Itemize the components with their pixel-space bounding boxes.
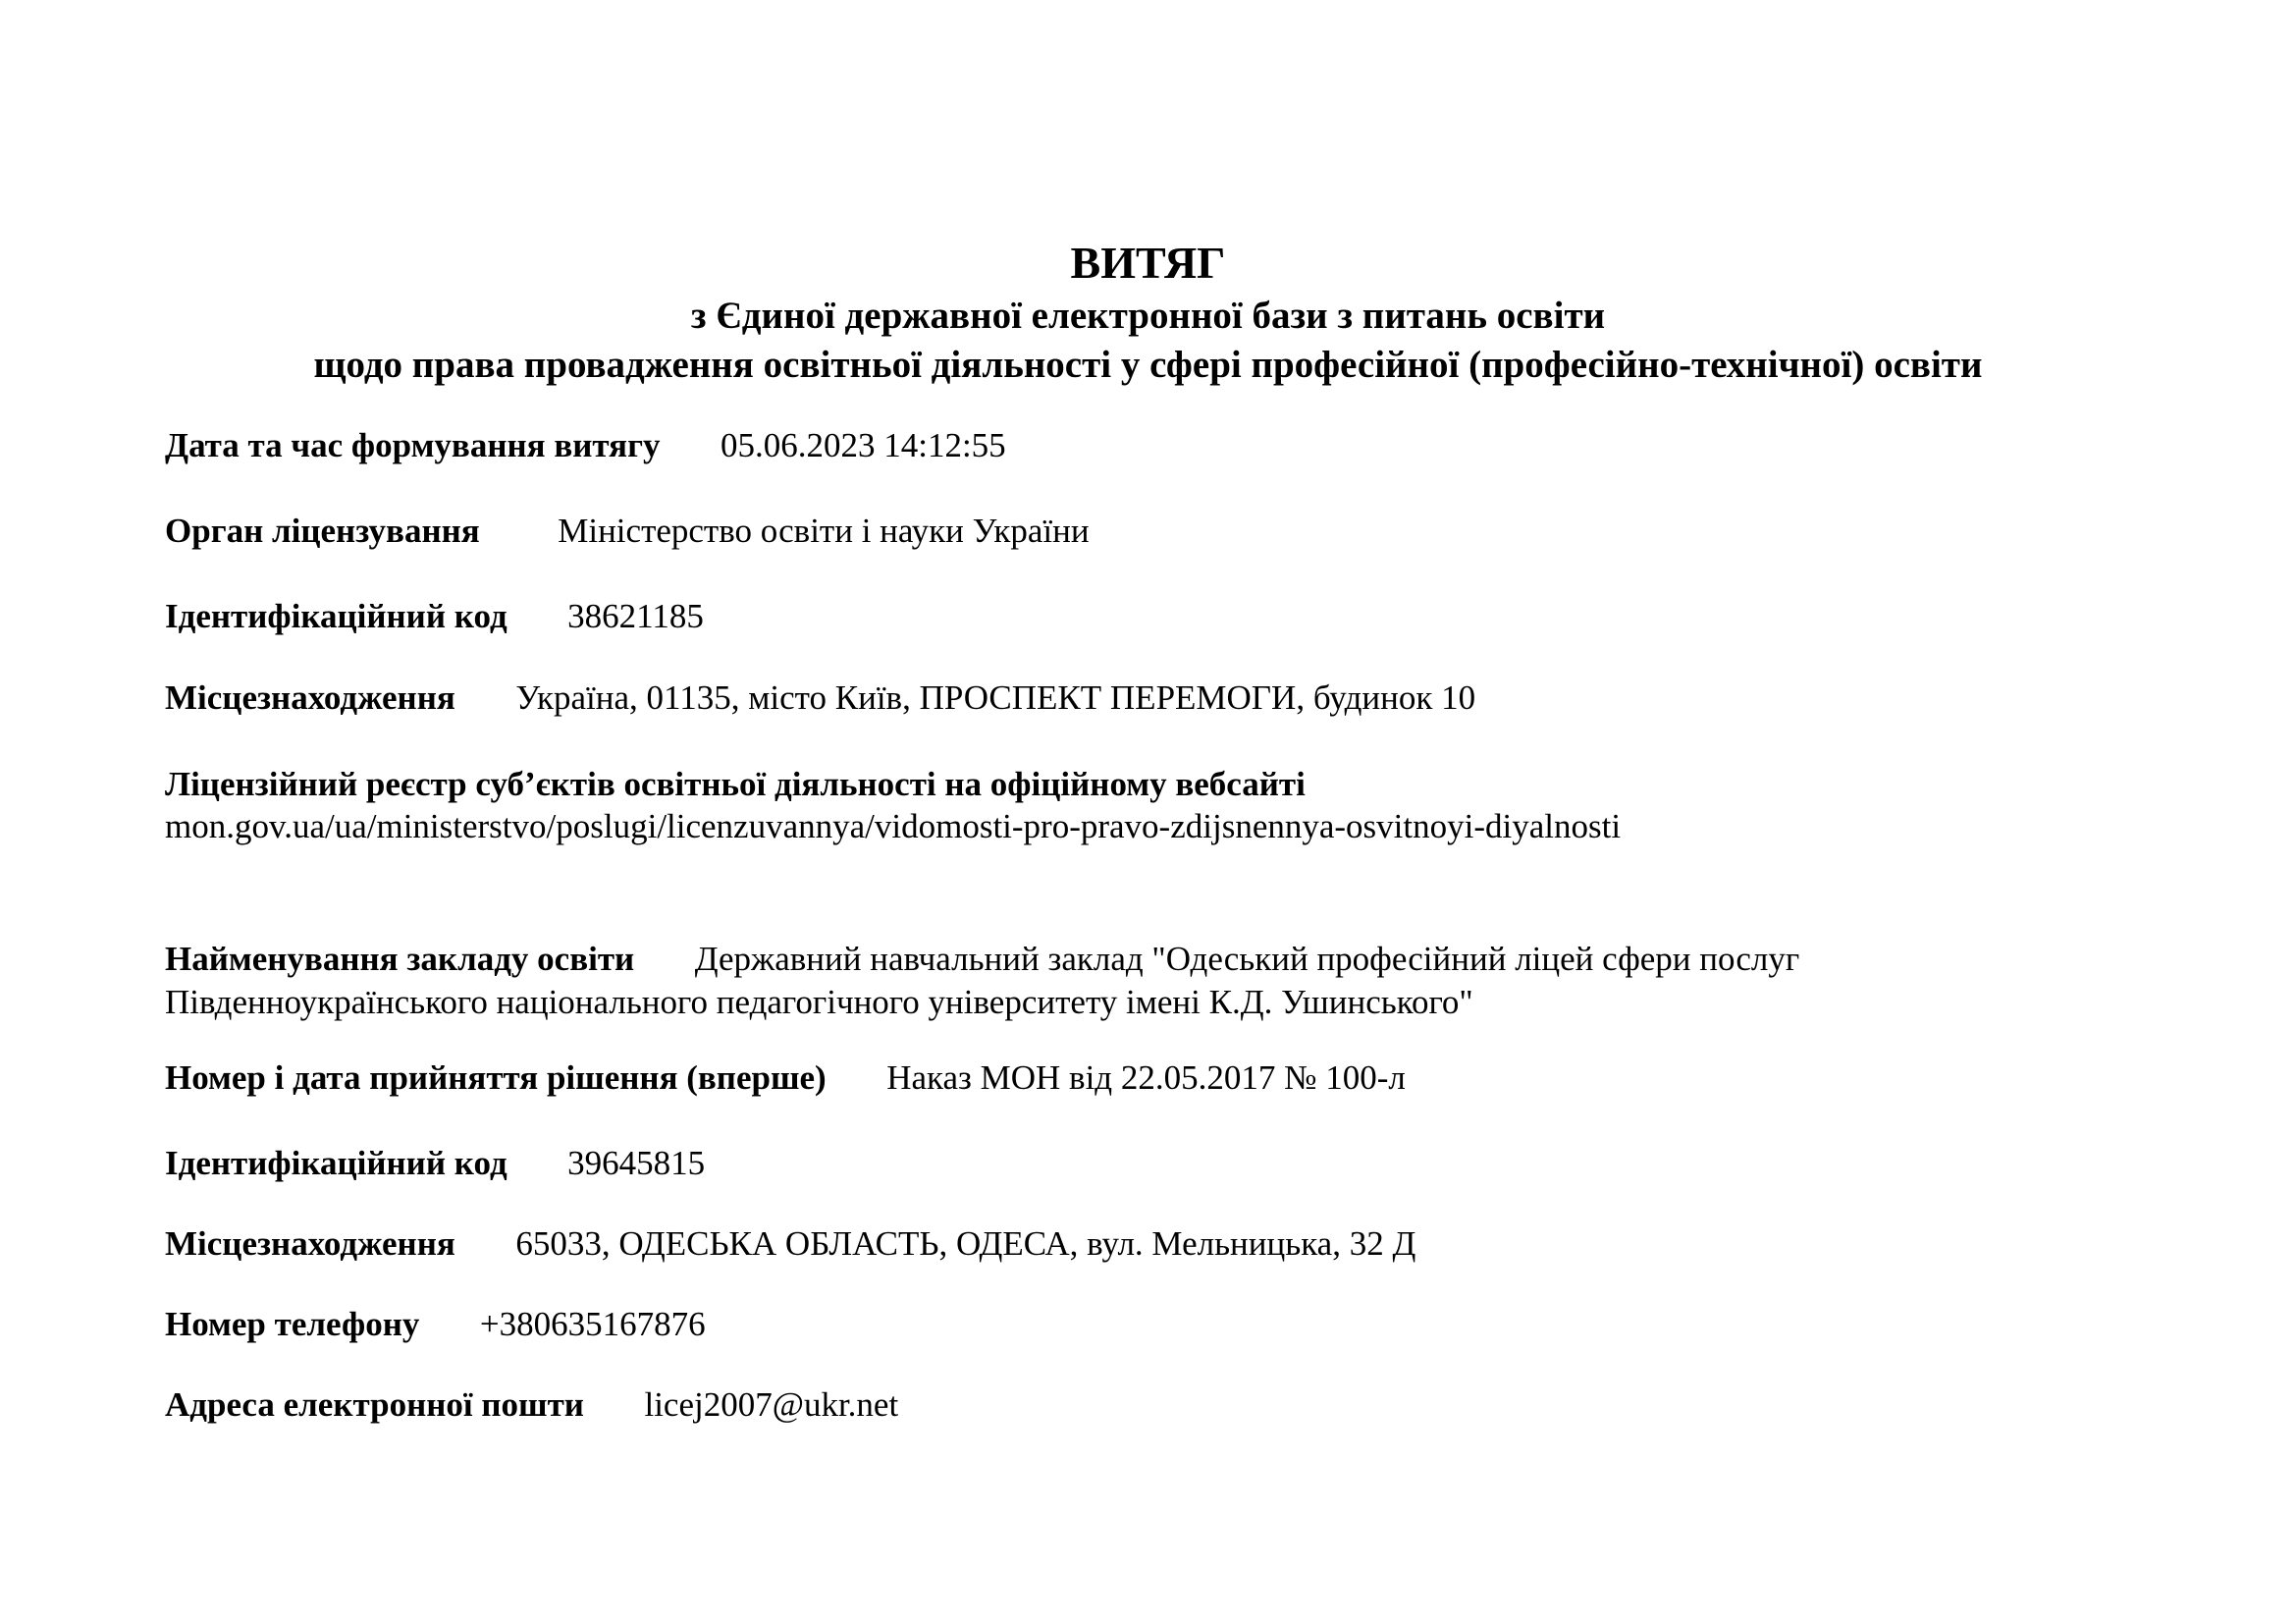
institution-name-label: Найменування закладу освіти	[165, 940, 635, 978]
decision-row	[165, 1056, 1406, 1100]
licensing-body-code-value: 38621185	[567, 597, 704, 635]
institution-phone-label: Номер телефону	[165, 1305, 420, 1343]
institution-email-row	[165, 1383, 898, 1427]
institution-email-value: licej2007@ukr.net	[644, 1385, 899, 1424]
institution-location-row	[165, 1222, 1415, 1266]
decision-label: Номер і дата прийняття рішення (вперше)	[165, 1058, 827, 1097]
licensing-body-code-row	[165, 595, 704, 638]
institution-name-value-line1: Державний навчальний заклад "Одеський професійний ліцей сфери послуг	[694, 940, 1800, 978]
institution-name-value-line2: Південноукраїнського національного педагогічного університету імені К.Д. Ушинського"	[165, 983, 1473, 1021]
institution-phone-row	[165, 1303, 706, 1346]
institution-code-label: Ідентифікаційний код	[165, 1144, 507, 1182]
licensing-body-location-value: Україна, 01135, місто Київ, ПРОСПЕКТ ПЕРЕМОГИ, будинок 10	[515, 678, 1476, 717]
document-subtitle-line1: з Єдиної державної електронної бази з питань освіти	[690, 295, 1606, 337]
institution-phone-value: +380635167876	[479, 1305, 706, 1343]
licensing-body-code-label: Ідентифікаційний код	[165, 597, 507, 635]
institution-email-label: Адреса електронної пошти	[165, 1385, 584, 1424]
licensing-body-location-label: Місцезнаходження	[165, 678, 455, 717]
institution-location-label: Місцезнаходження	[165, 1224, 455, 1263]
institution-code-value: 39645815	[567, 1144, 706, 1182]
licensing-body-label: Орган ліцензування	[165, 512, 480, 550]
institution-name-row	[165, 938, 1799, 981]
document-subtitle-line2: щодо права провадження освітньої діяльності у сфері професійної (професійно-технічної) освіти	[313, 344, 1983, 386]
licensing-body-row	[165, 510, 1090, 553]
licensing-body-value: Міністерство освіти і науки України	[558, 512, 1090, 550]
licensing-body-location-row	[165, 677, 1475, 720]
registry-label: Ліцензійний реєстр суб’єктів освітньої діяльності на офіційному вебсайті	[165, 765, 1306, 803]
extract-datetime-label: Дата та час формування витягу	[165, 426, 661, 464]
institution-code-row	[165, 1142, 705, 1185]
decision-value: Наказ МОН від 22.05.2017 № 100-л	[886, 1058, 1406, 1097]
extract-datetime-value: 05.06.2023 14:12:55	[720, 426, 1006, 464]
institution-location-value: 65033, ОДЕСЬКА ОБЛАСТЬ, ОДЕСА, вул. Мельницька, 32 Д	[515, 1224, 1416, 1263]
document-title: ВИТЯГ	[1070, 238, 1226, 288]
registry-url: mon.gov.ua/ua/ministerstvo/poslugi/licenzuvannya/vidomosti-pro-pravo-zdijsnennya-osvitnoyi-diyalnosti	[165, 807, 1622, 845]
extract-datetime-row	[165, 424, 1006, 467]
